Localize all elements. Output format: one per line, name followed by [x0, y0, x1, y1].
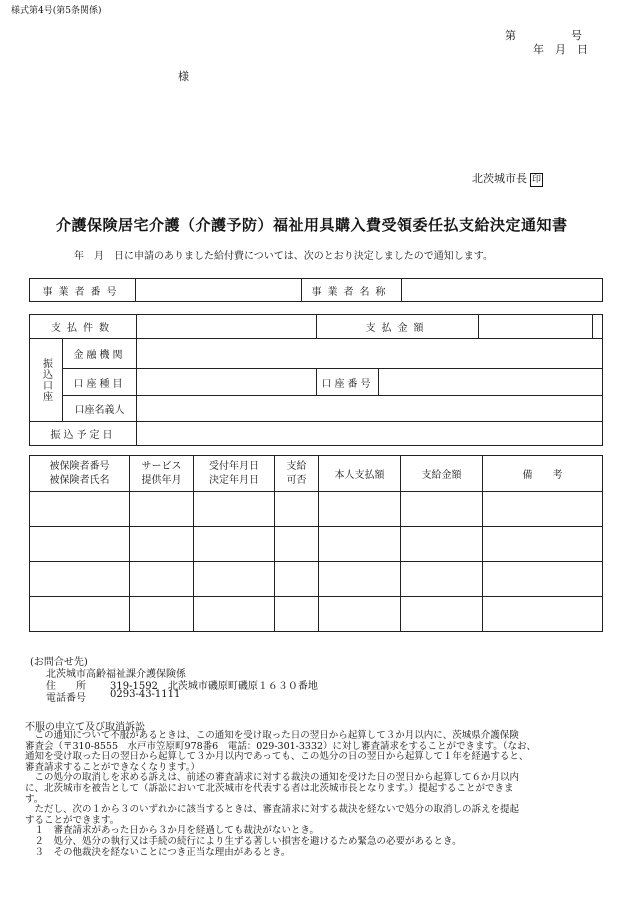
notice-line: ２ 処分、処分の執行又は手続の続行により生ずる著しい損害を避けるため緊急の必要があるとき。	[25, 835, 462, 847]
table-row	[30, 597, 603, 632]
header-decision-date: 決定年月日	[209, 474, 259, 486]
account-number-label: 口座番号	[317, 369, 379, 396]
document-number: 第 号	[505, 29, 582, 42]
header-insured-name: 被保険者氏名	[49, 474, 110, 486]
header-approval-b: 可否	[286, 474, 307, 486]
seal-mark: 印	[531, 175, 541, 185]
page-title: 介護保険居宅介護（介護予防）福祉用具購入費受領委任払支給決定通知書	[56, 216, 568, 234]
account-holder-value	[137, 396, 603, 422]
provider-name-value	[402, 279, 603, 302]
payment-amount-value	[479, 315, 593, 339]
intro-text: 年 月 日に申請のありました給付費については、次のとおり決定しましたので通知します。	[74, 251, 493, 262]
bank-label: 金融機関	[63, 339, 137, 369]
provider-name-label: 事業者名称	[302, 279, 402, 302]
header-insured	[30, 456, 130, 492]
contact-phone-label: 電話番号	[46, 693, 86, 704]
header-self-payment: 本人支払額	[319, 456, 401, 492]
notice-line: ただし、次の１から３のいずれかに該当するときは、審査請求に対する裁決を経ないで処分の取消しの訴えを提起	[25, 804, 520, 816]
header-approval	[275, 456, 319, 492]
transfer-date-label: 振込予定日	[30, 422, 137, 446]
contact-address: 319-1592 北茨城市磯原町磯原１６３０番地	[110, 681, 318, 692]
contact-phone: 0293-43-1111	[110, 689, 181, 700]
payment-amount-label: 支払金額	[317, 315, 479, 339]
contact-address-label: 住 所	[46, 681, 86, 692]
transfer-account-label: 振込口座	[30, 339, 63, 422]
provider-number-value	[136, 279, 302, 302]
notice-heading: 不服の申立て及び取消訴訟	[25, 722, 145, 733]
provider-number-label: 事業者番号	[30, 279, 136, 302]
notice-line: ３ その他裁決を経ないことにつき正当な理由があるとき。	[25, 846, 291, 858]
notice-line: この処分の取消しを求める訴えは、前述の審査請求に対する裁決の通知を受けた日の翌日から起算して６か月以内	[25, 772, 520, 784]
notice-line: に、北茨城市を被告として（訴訟において北茨城市を代表する者は北茨城市長となります。）提起することができま	[25, 782, 514, 794]
payment-amount-extra	[593, 315, 603, 339]
notice-line: １ 審査請求があった日から３か月を経過しても裁決がないとき。	[25, 825, 320, 837]
table-row	[30, 562, 603, 597]
form-number: 様式第4号(第5条関係)	[11, 6, 102, 16]
header-received-date: 受付年月日	[209, 460, 259, 472]
payment-count-label: 支払件数	[30, 315, 137, 339]
account-type-value	[137, 369, 317, 396]
header-service-month: 提供年月	[141, 474, 182, 486]
notice-line: す。	[25, 793, 44, 805]
notice-body	[25, 731, 536, 858]
issuer-name: 北茨城市長	[472, 172, 527, 185]
addressee: 様	[178, 70, 189, 83]
table-row	[30, 492, 603, 527]
account-number-value	[379, 369, 603, 396]
notice-line: することができます。	[25, 814, 120, 826]
header-insured-number: 被保険者番号	[49, 460, 110, 472]
header-service-label: サービス	[141, 460, 182, 472]
payment-table	[29, 314, 603, 446]
header-remarks: 備 考	[483, 456, 603, 492]
notice-line: 通知を受け取った日の翌日から起算して３か月以内であっても、この処分の日の翌日から起算して１年を経過すると、	[25, 751, 529, 763]
contact-department: 北茨城市高齢福祉課介護保険係	[46, 669, 186, 680]
account-type-label: 口座種目	[63, 369, 137, 396]
payment-count-value	[137, 315, 317, 339]
provider-table	[29, 278, 603, 302]
header-payment-amount: 支給金額	[401, 456, 483, 492]
issuer	[472, 170, 543, 187]
account-holder-label: 口座名義人	[63, 396, 137, 422]
document-date: 年 月 日	[533, 43, 588, 56]
header-dates	[194, 456, 275, 492]
notice-line: 審査請求することができなくなります。）	[25, 761, 200, 773]
notice-line: 審査会（〒310-8555 水戸市笠原町978番6 電話：029-301-3332）に対し審査請求をすることができます。（なお、	[25, 740, 537, 752]
contact-heading: (お問合せ先)	[30, 657, 88, 668]
header-approval-a: 支給	[286, 460, 307, 472]
detail-table	[29, 455, 603, 632]
transfer-date-value	[137, 422, 603, 446]
notice-line: この通知について不服があるときは、この通知を受け取った日の翌日から起算して３か月以内に、茨城県介護保険	[25, 730, 519, 741]
header-service	[130, 456, 194, 492]
table-row	[30, 527, 603, 562]
bank-value	[137, 339, 603, 369]
